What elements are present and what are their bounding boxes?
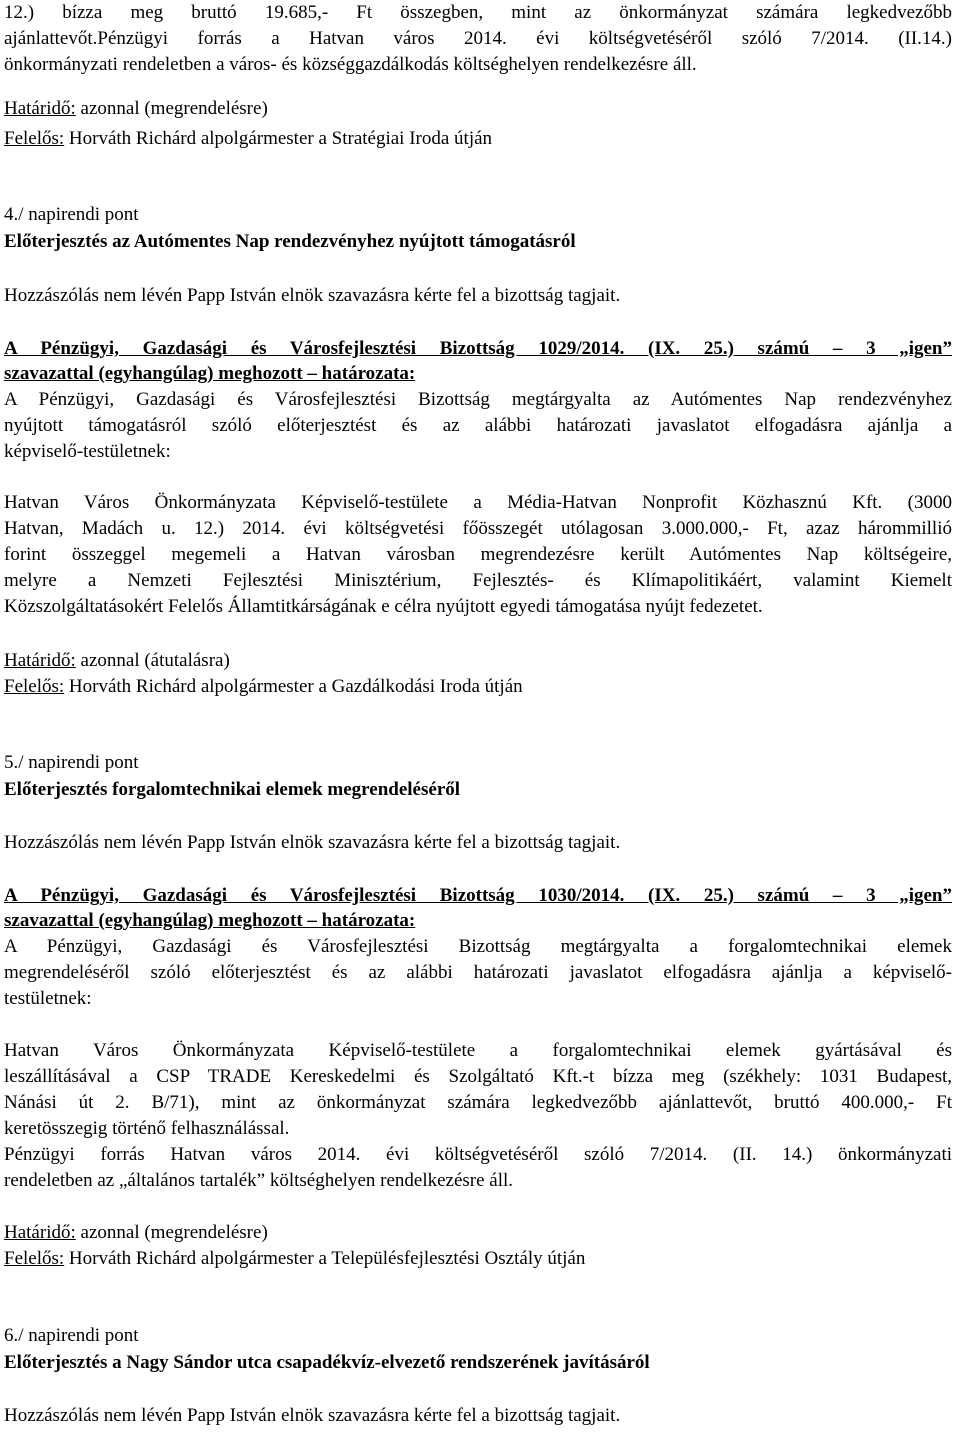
responsible-line	[4, 126, 492, 152]
decision-line: rendeletben az „általános tartalék” költséghelyen rendelkezésre áll.	[4, 1170, 514, 1191]
decision-line: leszállításával a CSP TRADE Kereskedelmi és Szolgáltató Kft.-t bízza meg (székhely: 1031 Budapest,	[4, 1066, 952, 1087]
resolution-heading-cont: szavazattal (egyhangúlag) meghozott – határozata:	[4, 363, 416, 384]
deadline-label: Határidő:	[4, 98, 76, 119]
decision-line: melyre a Nemzeti Fejlesztési Minisztérium, Fejlesztés- és Klímapolitikáért, valamint Kiemelt	[4, 570, 952, 591]
agenda-item-number: 5./ napirendi pont	[4, 752, 139, 773]
agenda-item-title: Előterjesztés az Autómentes Nap rendezvényhez nyújtott támogatásról	[4, 231, 576, 252]
resolution-heading: A Pénzügyi, Gazdasági és Városfejlesztési Bizottság 1030/2014. (IX. 25.) számú – 3 „igen”	[4, 885, 952, 906]
paragraph-line: 12.) bízza meg bruttó 19.685,- Ft összegben, mint az önkormányzat számára legkedvezőbb	[4, 2, 952, 23]
deadline-line	[4, 1220, 268, 1246]
responsible-label: Felelős:	[4, 676, 65, 697]
decision-line: forint összeggel megemeli a Hatvan városban megrendezésre került Autómentes Nap költségeire,	[4, 544, 952, 565]
decision-line: Közszolgáltatásokért Felelős Államtitkárságának e célra nyújtott egyedi támogatása nyújt fedezetet.	[4, 596, 763, 617]
deadline-label: Határidő:	[4, 1222, 76, 1243]
responsible-line	[4, 674, 523, 700]
resolution-heading: A Pénzügyi, Gazdasági és Városfejlesztési Bizottság 1029/2014. (IX. 25.) számú – 3 „igen”	[4, 338, 952, 359]
paragraph-line: ajánlattevőt.Pénzügyi forrás a Hatvan város 2014. évi költségvetéséről szóló 7/2014. (II.14.)	[4, 28, 952, 49]
comment-line: Hozzászólás nem lévén Papp István elnök szavazásra kérte fel a bizottság tagjait.	[4, 832, 621, 853]
comment-line: Hozzászólás nem lévén Papp István elnök szavazásra kérte fel a bizottság tagjait.	[4, 1405, 621, 1426]
deadline-value: azonnal (megrendelésre)	[75, 98, 268, 119]
decision-line: Pénzügyi forrás Hatvan város 2014. évi költségvetéséről szóló 7/2014. (II. 14.) önkormányzati	[4, 1144, 952, 1165]
responsible-line	[4, 1246, 585, 1272]
decision-line: keretösszegig történő felhasználással.	[4, 1118, 290, 1139]
resolution-body-line: testületnek:	[4, 988, 92, 1009]
comment-line: Hozzászólás nem lévén Papp István elnök szavazásra kérte fel a bizottság tagjait.	[4, 285, 621, 306]
agenda-item-title: Előterjesztés forgalomtechnikai elemek megrendeléséről	[4, 779, 461, 800]
responsible-label: Felelős:	[4, 1248, 65, 1269]
responsible-value: Horváth Richárd alpolgármester a Gazdálkodási Iroda útján	[64, 676, 523, 697]
decision-line: Hatvan Város Önkormányzata Képviselő-testülete a forgalomtechnikai elemek gyártásával és	[4, 1040, 952, 1061]
deadline-value: azonnal (megrendelésre)	[75, 1222, 268, 1243]
responsible-value: Horváth Richárd alpolgármester a Stratégiai Iroda útján	[64, 128, 493, 149]
resolution-body-line: A Pénzügyi, Gazdasági és Városfejlesztési Bizottság megtárgyalta a forgalomtechnikai elemek	[4, 936, 952, 957]
decision-line: Hatvan, Madách u. 12.) 2014. évi költségvetési főösszegét utólagosan 3.000.000,- Ft, azaz hárommillió	[4, 518, 952, 539]
decision-line: Hatvan Város Önkormányzata Képviselő-testülete a Média-Hatvan Nonprofit Közhasznú Kft. (3000	[4, 492, 952, 513]
resolution-body-line: képviselő-testületnek:	[4, 441, 171, 462]
deadline-line	[4, 96, 268, 122]
paragraph-line: önkormányzati rendeletben a város- és községgazdálkodás költséghelyen rendelkezésre áll.	[4, 54, 697, 75]
responsible-label: Felelős:	[4, 128, 65, 149]
agenda-item-number: 4./ napirendi pont	[4, 204, 139, 225]
decision-line: Nánási út 2. B/71), mint az önkormányzat számára legkedvezőbb ajánlattevőt, bruttó 400.000,- Ft	[4, 1092, 952, 1113]
resolution-body-line: A Pénzügyi, Gazdasági és Városfejlesztési Bizottság megtárgyalta az Autómentes Nap rendezvényhez	[4, 389, 952, 410]
deadline-label: Határidő:	[4, 650, 76, 671]
resolution-body-line: nyújtott támogatásról szóló előterjesztést és az alábbi határozati javaslatot elfogadásra ajánlja a	[4, 415, 952, 436]
deadline-line	[4, 648, 230, 674]
resolution-heading-cont: szavazattal (egyhangúlag) meghozott – határozata:	[4, 910, 416, 931]
agenda-item-number: 6./ napirendi pont	[4, 1325, 139, 1346]
agenda-item-title: Előterjesztés a Nagy Sándor utca csapadékvíz-elvezető rendszerének javításáról	[4, 1352, 650, 1373]
responsible-value: Horváth Richárd alpolgármester a Településfejlesztési Osztály útján	[64, 1248, 586, 1269]
resolution-body-line: megrendeléséről szóló előterjesztést és az alábbi határozati javaslatot elfogadásra ajánlja a képviselő-	[4, 962, 952, 983]
deadline-value: azonnal (átutalásra)	[75, 650, 230, 671]
